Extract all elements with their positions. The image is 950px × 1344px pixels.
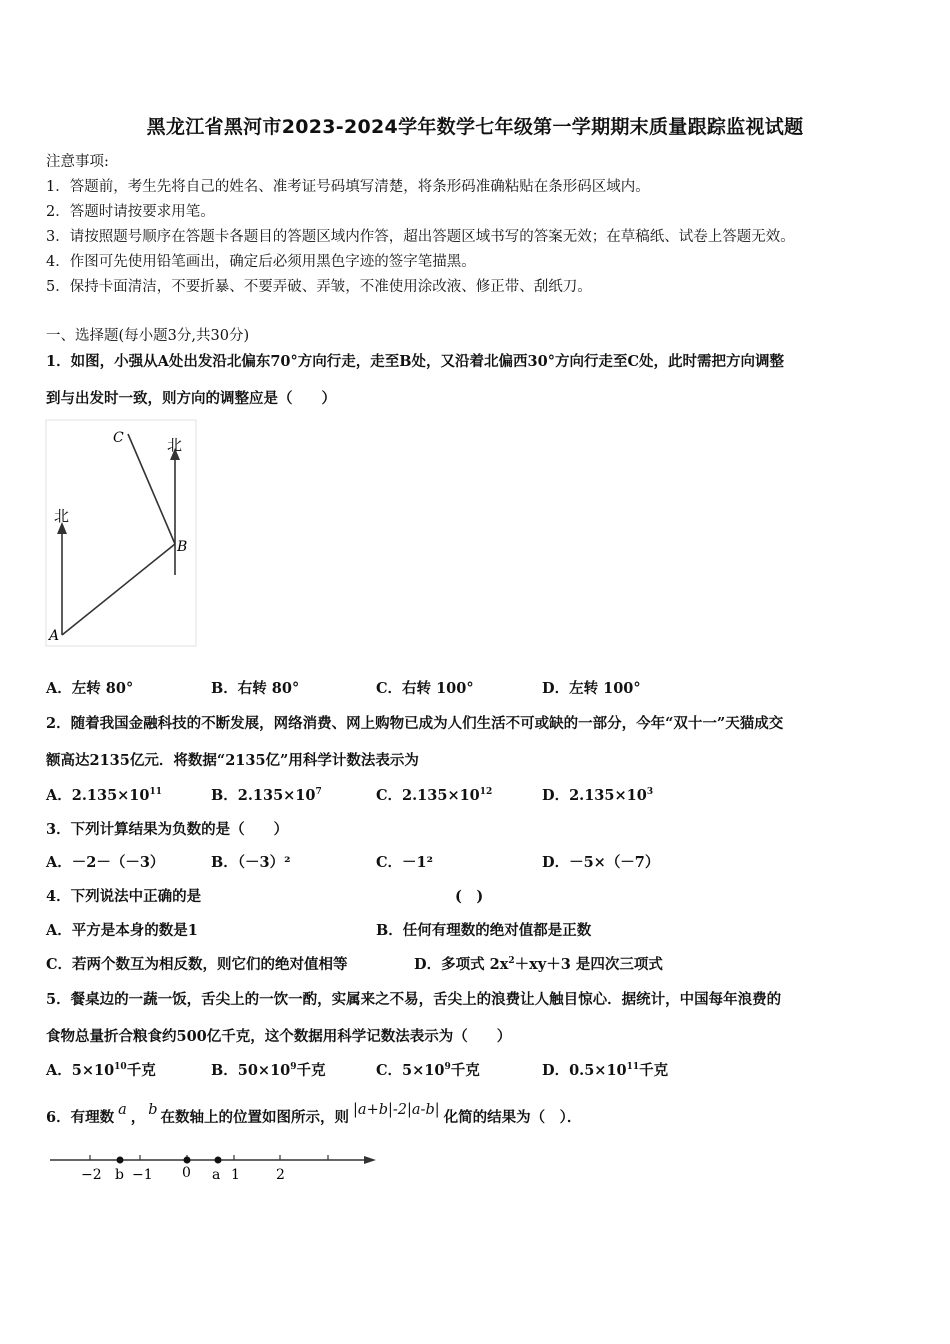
option-text: B．50×10	[211, 1062, 291, 1079]
point-a	[215, 1157, 222, 1164]
q3-text: 3．下列计算结果为负数的是（ ）	[46, 821, 289, 838]
q1-text-line2: 到与出发时一致，则方向的调整应是（ ）	[46, 390, 336, 407]
q2-option-a[interactable]	[46, 786, 162, 806]
q5-text-line2: 食物总量折合粮食约500亿千克，这个数据用科学记数法表示为（ ）	[46, 1028, 512, 1045]
option-text: A．5×10	[46, 1062, 115, 1079]
option-exponent: 11	[626, 1062, 640, 1072]
label-b: B	[177, 539, 188, 555]
option-exponent: 12	[479, 787, 493, 797]
q5-option-d[interactable]	[542, 1061, 668, 1081]
tick-label: −2	[81, 1167, 102, 1183]
option-exponent: 2	[508, 956, 515, 966]
option-text: ＋xy＋3 是四次三项式	[514, 956, 663, 973]
variable-b: b	[148, 1102, 158, 1118]
q4-option-d[interactable]	[414, 955, 663, 975]
option-exponent: 9	[290, 1062, 297, 1072]
q2-text-line1: 2．随着我国金融科技的不断发展，网络消费、网上购物已成为人们生活不可或缺的一部分，今年“双十一”天猫成交	[46, 715, 784, 732]
page-title: 黑龙江省黑河市2023-2024学年数学七年级第一学期期末质量跟踪监视试题	[146, 116, 804, 138]
q2-option-d[interactable]	[542, 786, 653, 806]
option-text: A．2.135×10	[46, 787, 150, 804]
option-text: 千克	[126, 1062, 156, 1079]
q5-text-line1: 5．餐桌边的一蔬一饭，舌尖上的一饮一酌，实属来之不易，舌尖上的浪费让人触目惊心．据统计，中国每年浪费的	[46, 991, 782, 1008]
q5-option-c[interactable]	[376, 1061, 480, 1081]
q2-text-line2: 额高达2135亿元．将数据“2135亿”用科学计数法表示为	[46, 752, 419, 769]
q4-option-a[interactable]: A．平方是本身的数是1	[46, 922, 198, 939]
label-a: A	[49, 628, 60, 644]
q6-text-part: 化简的结果为（ ）．	[443, 1109, 582, 1126]
tick-label-a: a	[212, 1167, 221, 1183]
option-text: D．2.135×10	[542, 787, 647, 804]
variable-a: a	[118, 1102, 127, 1118]
option-text: B．2.135×10	[211, 787, 316, 804]
option-exponent: 11	[149, 787, 163, 797]
tick-label: 0	[182, 1165, 191, 1181]
point-zero	[184, 1157, 191, 1164]
q4-option-b[interactable]: B．任何有理数的绝对值都是正数	[376, 922, 592, 939]
notice-item: 1．答题前，考生先将自己的姓名、准考证号码填写清楚，将条形码准确粘贴在条形码区域内。	[46, 179, 650, 195]
notice-item: 5．保持卡面清洁，不要折暴、不要弄破、弄皱，不准使用涂改液、修正带、刮纸刀。	[46, 279, 592, 295]
q6-expression: |a+b|-2|a-b|	[353, 1102, 440, 1118]
notice-item: 2．答题时请按要求用笔。	[46, 204, 215, 220]
segment-ab	[62, 544, 175, 635]
option-exponent: 10	[114, 1062, 127, 1072]
tick-label: 1	[231, 1167, 240, 1183]
notice-item: 4．作图可先使用铅笔画出，确定后必须用黑色字迹的签字笔描黑。	[46, 254, 476, 270]
q1-option-c[interactable]: C．右转 100°	[376, 680, 474, 697]
q4-text: 4．下列说法中正确的是	[46, 888, 202, 905]
q4-answer-paren: ( )	[455, 888, 484, 905]
q5-option-a[interactable]	[46, 1061, 156, 1081]
q4-option-c[interactable]: C．若两个数互为相反数，则它们的绝对值相等	[46, 956, 348, 973]
q2-option-c[interactable]	[376, 786, 492, 806]
q2-option-b[interactable]	[211, 786, 322, 806]
q3-option-c[interactable]: C．－1²	[376, 854, 433, 871]
option-text: C．5×10	[376, 1062, 445, 1079]
q3-option-d[interactable]: D．－5×（－7）	[542, 854, 660, 871]
notice-item: 3．请按照题号顺序在答题卡各题目的答题区域内作答，超出答题区域书写的答案无效；在草稿纸、试卷上答题无效。	[46, 229, 795, 245]
q3-option-a[interactable]: A．－2－（－3）	[46, 854, 165, 871]
q1-direction-figure	[40, 418, 210, 650]
q6-text-part: 在数轴上的位置如图所示，则	[160, 1109, 350, 1126]
option-text: 千克	[296, 1062, 326, 1079]
north-label-b: 北	[167, 436, 183, 454]
q6-number-line	[48, 1148, 383, 1188]
north-label-a: 北	[54, 507, 70, 525]
number-line-arrow-icon	[364, 1156, 376, 1164]
q1-option-a[interactable]: A．左转 80°	[46, 680, 134, 697]
option-exponent: 9	[444, 1062, 451, 1072]
point-b	[117, 1157, 124, 1164]
q1-option-d[interactable]: D．左转 100°	[542, 680, 641, 697]
option-text: D．多项式 2x	[414, 956, 509, 973]
q6-text-part: 6．有理数	[46, 1109, 115, 1126]
tick-label: 2	[276, 1167, 285, 1183]
q6-text-part: ，	[130, 1109, 146, 1126]
option-text: 千克	[450, 1062, 480, 1079]
tick-label: −1	[132, 1167, 153, 1183]
q3-option-b[interactable]: B．（－3）²	[211, 854, 291, 871]
label-c: C	[113, 430, 124, 446]
option-exponent: 3	[646, 787, 654, 797]
option-text: D．0.5×10	[542, 1062, 627, 1079]
q1-option-b[interactable]: B．右转 80°	[211, 680, 300, 697]
option-text: C．2.135×10	[376, 787, 480, 804]
notice-heading: 注意事项:	[46, 154, 109, 170]
option-exponent: 7	[315, 787, 322, 797]
tick-label-b: b	[115, 1167, 124, 1183]
q1-text-line1: 1．如图，小强从A处出发沿北偏东70°方向行走，走至B处，又沿着北偏西30°方向行走至C处，此时需把方向调整	[46, 353, 784, 370]
q6-text	[46, 1102, 582, 1128]
q5-option-b[interactable]	[211, 1061, 326, 1081]
section-heading: 一、选择题(每小题3分,共30分)	[46, 328, 250, 344]
option-text: 千克	[639, 1062, 669, 1079]
